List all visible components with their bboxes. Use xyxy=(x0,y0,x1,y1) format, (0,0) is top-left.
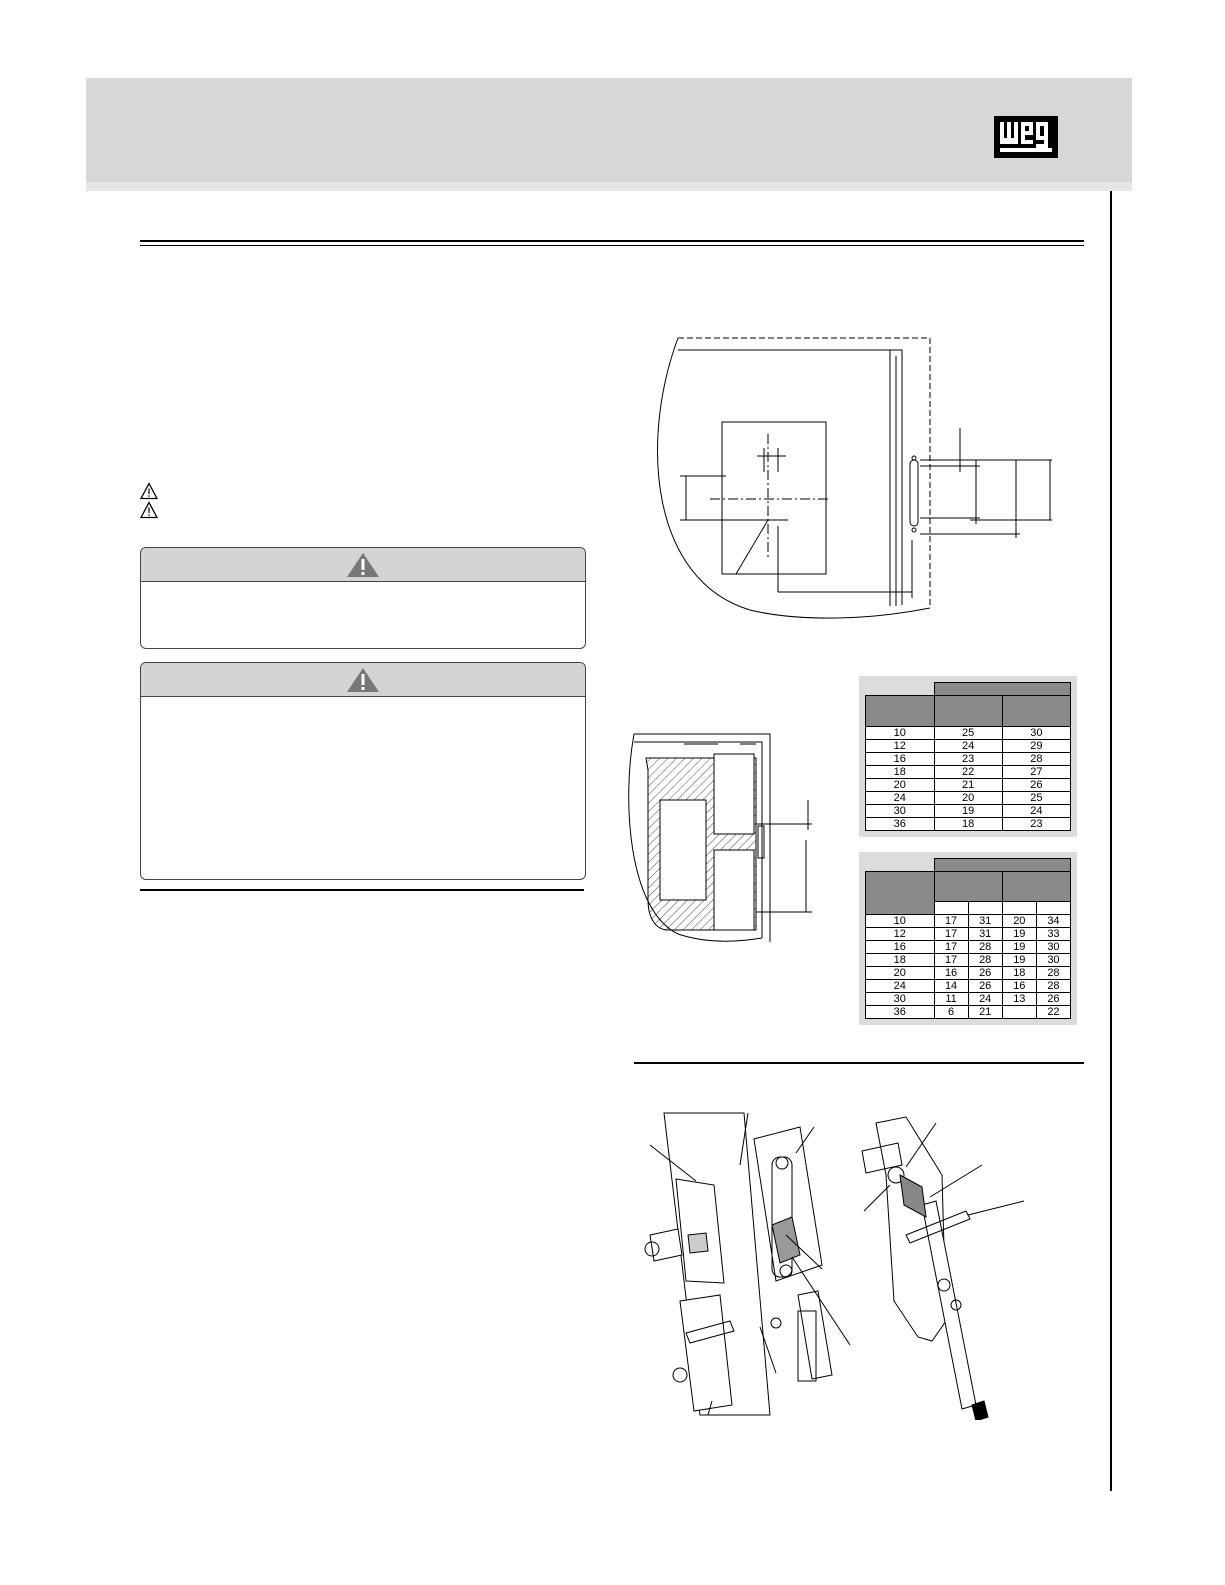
table-row: 18 22 27 xyxy=(866,766,1071,779)
right-column-rule xyxy=(634,1062,1084,1064)
table-row: 20 16 26 18 28 xyxy=(866,967,1071,980)
left-column-rule xyxy=(140,889,584,891)
title-rule-top xyxy=(140,240,1084,242)
caution-icon xyxy=(140,501,158,519)
table-row: 30 11 24 13 26 xyxy=(866,993,1071,1006)
table-row: 10 25 30 xyxy=(866,727,1071,740)
spacing-table-2 xyxy=(859,852,1077,1025)
title-rule-bottom xyxy=(140,245,1084,246)
spacing-table-2-grid xyxy=(865,858,1071,1019)
spacing-table-1-grid xyxy=(865,682,1071,831)
warning-triangle-icon xyxy=(346,552,380,578)
spacing-table-1 xyxy=(859,676,1077,837)
weg-logo xyxy=(994,116,1058,158)
margin-rule xyxy=(1110,191,1112,1491)
table-row: 30 19 24 xyxy=(866,805,1071,818)
warning-box-header xyxy=(141,548,585,582)
weg-logo-mark xyxy=(994,116,1058,158)
warning-box-2 xyxy=(140,662,586,880)
warning-box-header xyxy=(141,663,585,697)
table-row: 18 17 28 19 30 xyxy=(866,954,1071,967)
table-row: 20 21 26 xyxy=(866,779,1071,792)
table-row: 16 17 28 19 30 xyxy=(866,941,1071,954)
table-row: 10 17 31 20 34 xyxy=(866,915,1071,928)
page-header-band xyxy=(86,78,1132,182)
door-cutout-drawing xyxy=(640,330,1070,630)
warning-triangle-icon xyxy=(346,667,380,693)
caution-icon xyxy=(140,482,158,500)
mounting-section-drawing xyxy=(628,730,828,945)
table-row: 36 6 21 22 xyxy=(866,1006,1071,1019)
table-row: 24 14 26 16 28 xyxy=(866,980,1071,993)
interlock-assembly-drawing xyxy=(636,1105,1076,1420)
table-row: 12 17 31 19 33 xyxy=(866,928,1071,941)
table-row: 12 24 29 xyxy=(866,740,1071,753)
table-row: 36 18 23 xyxy=(866,818,1071,831)
table-row: 16 23 28 xyxy=(866,753,1071,766)
table-row: 24 20 25 xyxy=(866,792,1071,805)
warning-box-1 xyxy=(140,547,586,649)
header-stripe xyxy=(86,182,1132,191)
